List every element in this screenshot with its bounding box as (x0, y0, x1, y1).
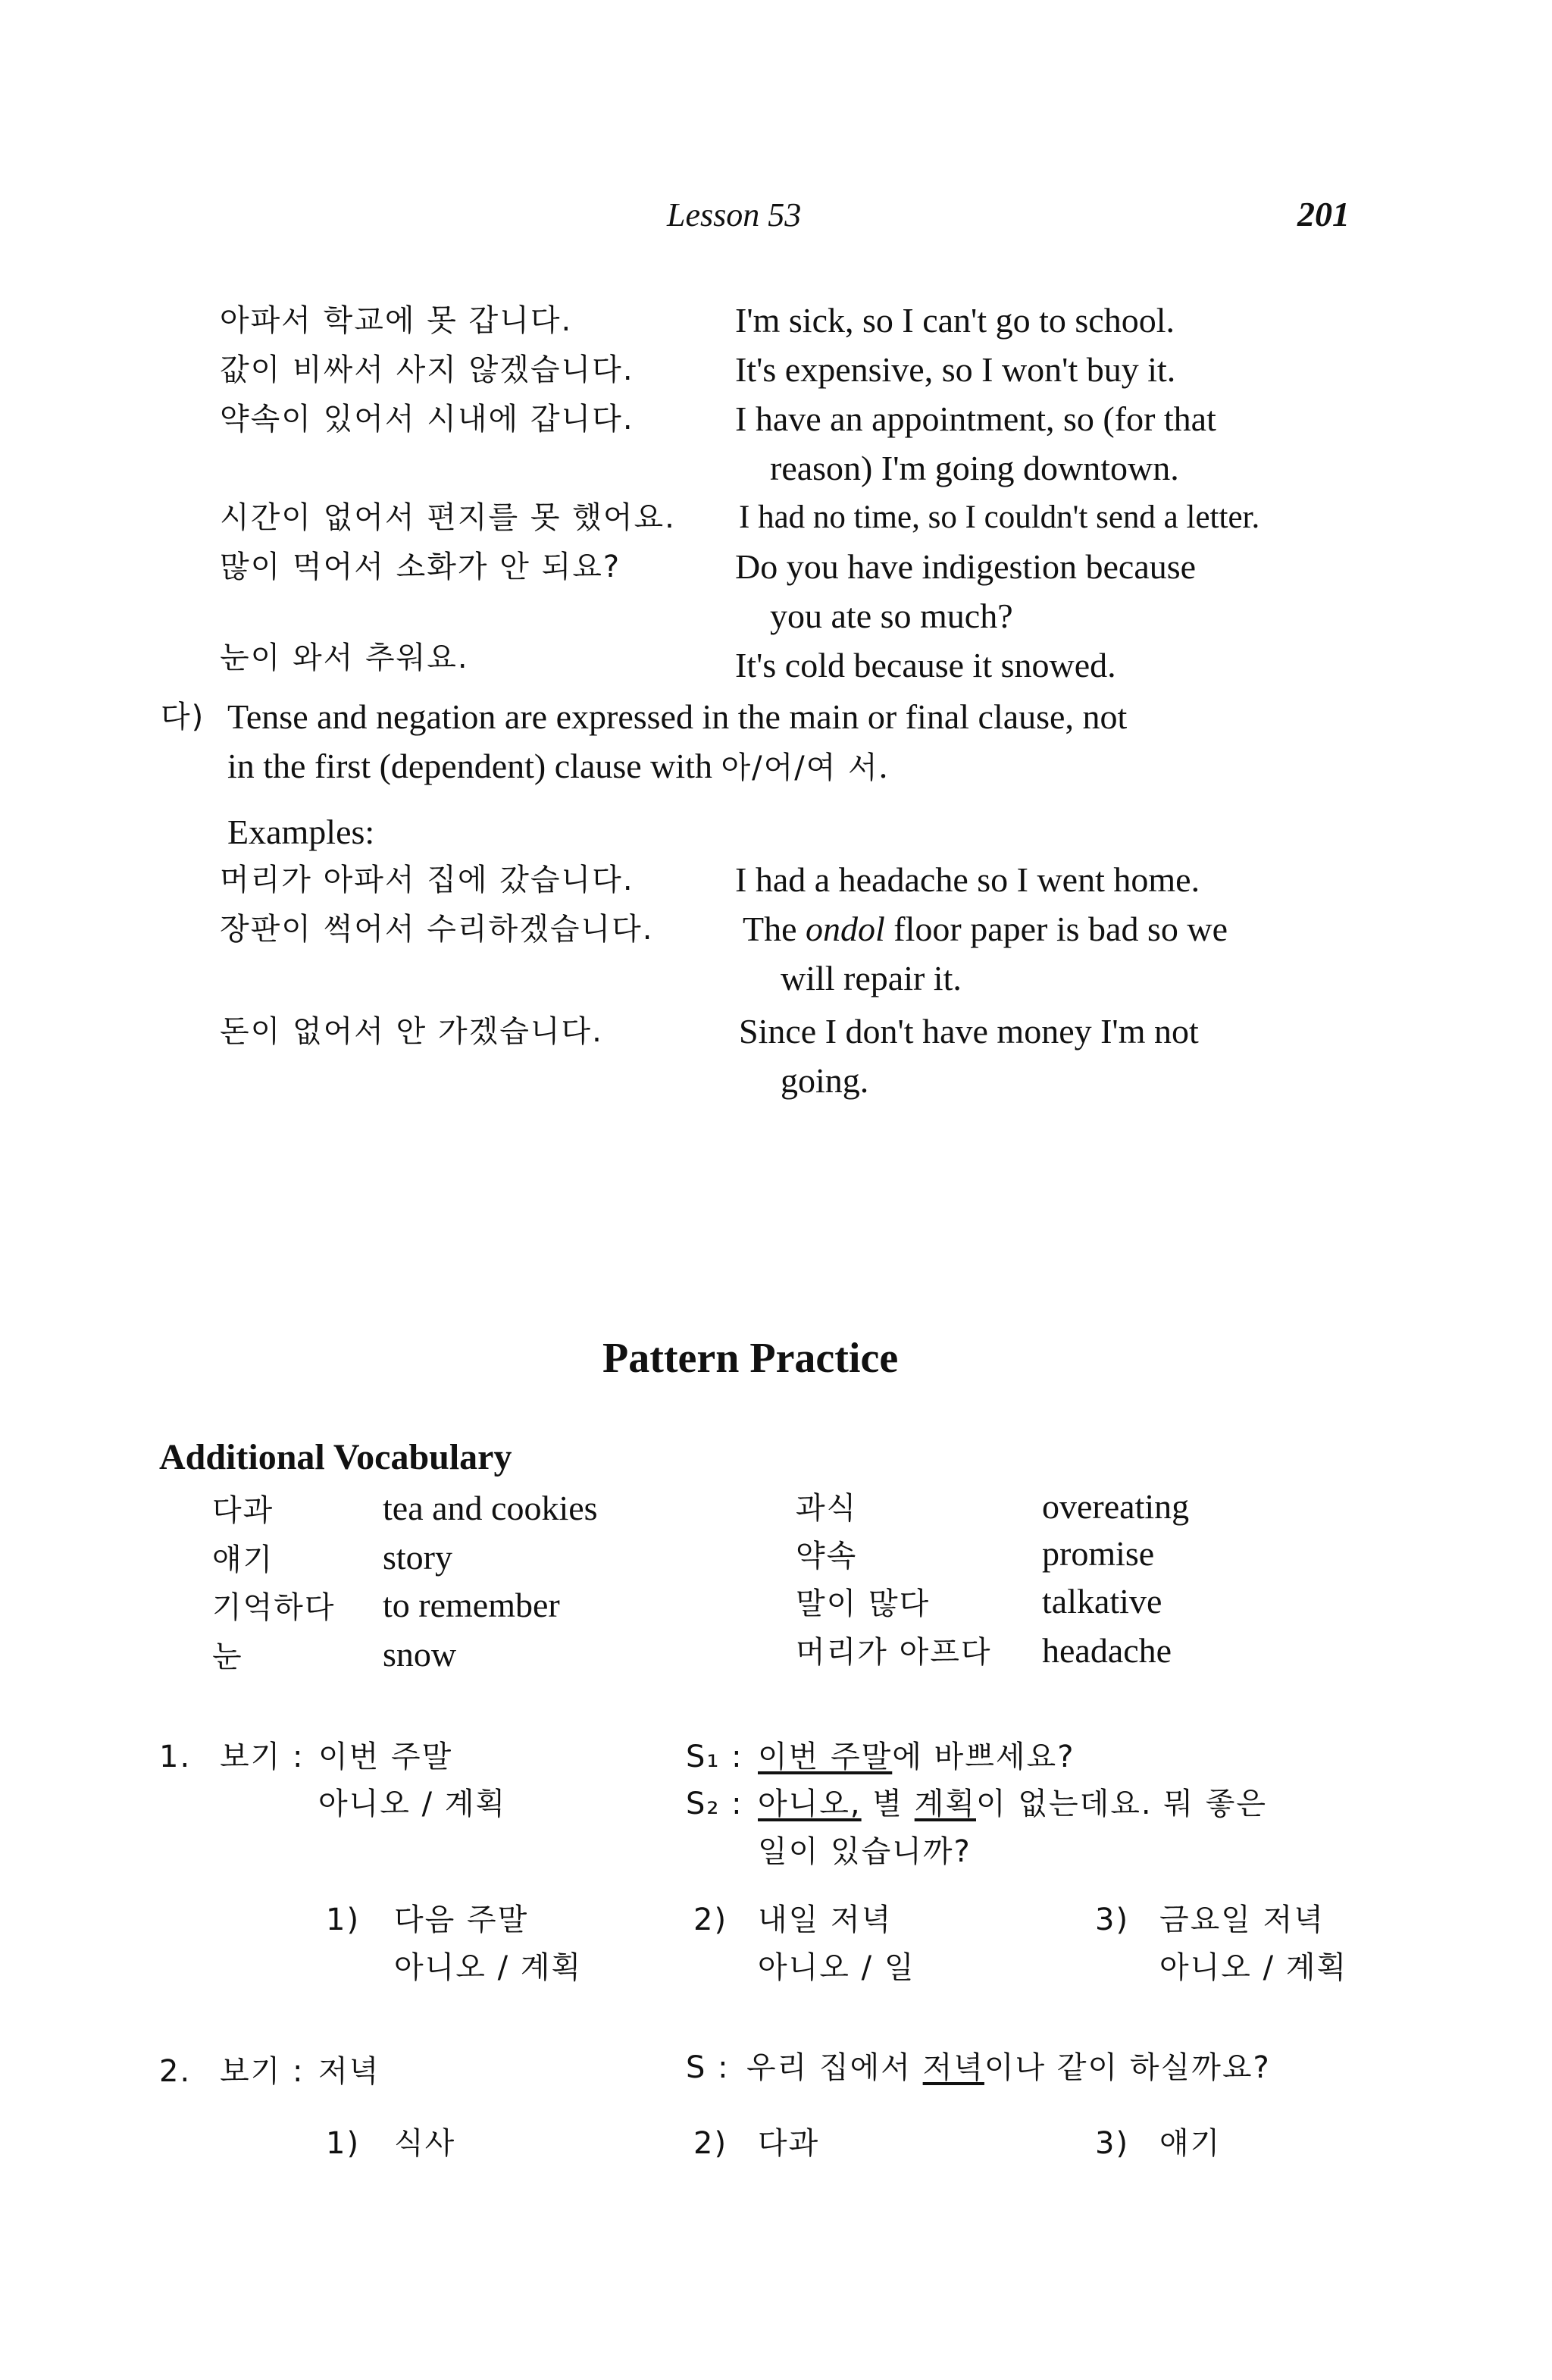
example-en-cont: will repair it. (781, 959, 962, 997)
example-ko: 장판이 썩어서 수리하겠습니다. (220, 912, 654, 947)
drill-cue: 아니오 / 계획 (318, 1787, 507, 1821)
drill-item-number: 2) (693, 2126, 728, 2161)
example-ko: 아파서 학교에 못 갑니다. (220, 303, 573, 338)
drill-item-number: 3) (1095, 1902, 1130, 1937)
s-label: S : (686, 2050, 730, 2085)
example-en-cont: going. (781, 1061, 869, 1100)
example-en: Do you have indigestion because (735, 547, 1197, 586)
pattern-practice-title: Pattern Practice (602, 1335, 899, 1382)
vocab-en: snow (383, 1635, 457, 1674)
example-en-cont: reason) I'm going downtown. (770, 449, 1179, 487)
drill-cue: 이번 주말 (318, 1740, 453, 1774)
s2-line-cont: 일이 있습니까? (758, 1834, 972, 1869)
s2-line: 아니오, 별 계획이 없는데요. 뭐 좋은 (758, 1787, 1267, 1821)
vocab-ko: 약속 (796, 1539, 858, 1574)
vocab-en: talkative (1042, 1582, 1162, 1621)
vocab-en: to remember (383, 1586, 560, 1624)
drill-number: 2. (159, 2054, 192, 2089)
s-line: 우리 집에서 저녁이나 같이 하실까요? (746, 2050, 1271, 2085)
example-ko: 많이 먹어서 소화가 안 되요? (220, 550, 621, 584)
vocab-en: tea and cookies (383, 1489, 598, 1527)
example-ko: 시간이 없어서 편지를 못 했어요. (220, 500, 676, 535)
page-number: 201 (1297, 195, 1350, 233)
drill-item: 아니오 / 계획 (1159, 1950, 1348, 1985)
vocab-ko: 과식 (796, 1491, 858, 1526)
vocab-en: overeating (1042, 1487, 1190, 1526)
vocab-en: promise (1042, 1534, 1155, 1573)
vocab-en: story (383, 1538, 452, 1577)
example-en: I have an appointment, so (for that (735, 399, 1216, 438)
example-en-cont: you ate so much? (770, 597, 1013, 635)
example-ko: 눈이 와서 추워요. (220, 640, 469, 675)
s2-label: S₂ : (686, 1787, 743, 1821)
drill-cue: 저녁 (318, 2054, 380, 2089)
drill-item-number: 1) (326, 2126, 361, 2161)
example-en: I had no time, so I couldn't send a letter. (739, 499, 1260, 535)
example-en: I'm sick, so I can't go to school. (735, 301, 1175, 340)
drill-item: 아니오 / 계획 (394, 1950, 583, 1985)
vocab-ko: 기억하다 (212, 1590, 336, 1625)
example-en: I had a headache so I went home. (735, 860, 1200, 899)
drill-number: 1. (159, 1740, 192, 1774)
drill-item: 내일 저녁 (758, 1902, 893, 1937)
example-ko: 머리가 아파서 집에 갔습니다. (220, 863, 634, 897)
example-en: It's expensive, so I won't buy it. (735, 350, 1176, 389)
drill-item: 아니오 / 일 (758, 1950, 915, 1985)
example-ko: 약속이 있어서 시내에 갑니다. (220, 402, 634, 437)
vocab-title: Additional Vocabulary (159, 1437, 512, 1477)
drill-label: 보기 : (220, 1740, 305, 1774)
s1-label: S₁ : (686, 1740, 743, 1774)
drill-item: 얘기 (1159, 2126, 1222, 2161)
section-marker: 다) (161, 700, 205, 734)
drill-item: 금요일 저녁 (1159, 1902, 1325, 1937)
drill-item-number: 2) (693, 1902, 728, 1937)
drill-item-number: 3) (1095, 2126, 1130, 2161)
vocab-ko: 눈 (212, 1639, 243, 1674)
drill-item-number: 1) (326, 1902, 361, 1937)
section-text-line1: Tense and negation are expressed in the main or final clause, not (227, 697, 1128, 736)
running-header: Lesson 53 (667, 196, 802, 233)
vocab-ko: 말이 많다 (796, 1586, 931, 1621)
section-text-line2: in the first (dependent) clause with 아/어/여 서. (227, 747, 888, 785)
example-ko: 값이 비싸서 사지 않겠습니다. (220, 352, 634, 387)
examples-label: Examples: (227, 813, 375, 851)
drill-item: 다음 주말 (394, 1902, 529, 1937)
vocab-ko: 다과 (212, 1493, 274, 1528)
drill-item: 다과 (758, 2126, 820, 2161)
example-en: Since I don't have money I'm not (739, 1012, 1199, 1051)
example-ko: 돈이 없어서 안 가겠습니다. (220, 1014, 603, 1049)
vocab-en: headache (1042, 1631, 1172, 1670)
drill-label: 보기 : (220, 2054, 305, 2089)
vocab-ko: 얘기 (212, 1542, 274, 1577)
vocab-ko: 머리가 아프다 (796, 1635, 992, 1670)
example-en: It's cold because it snowed. (735, 646, 1116, 684)
drill-item: 식사 (394, 2126, 456, 2161)
s1-line: 이번 주말에 바쁘세요? (758, 1740, 1075, 1774)
example-en: The ondol floor paper is bad so we (743, 910, 1228, 948)
